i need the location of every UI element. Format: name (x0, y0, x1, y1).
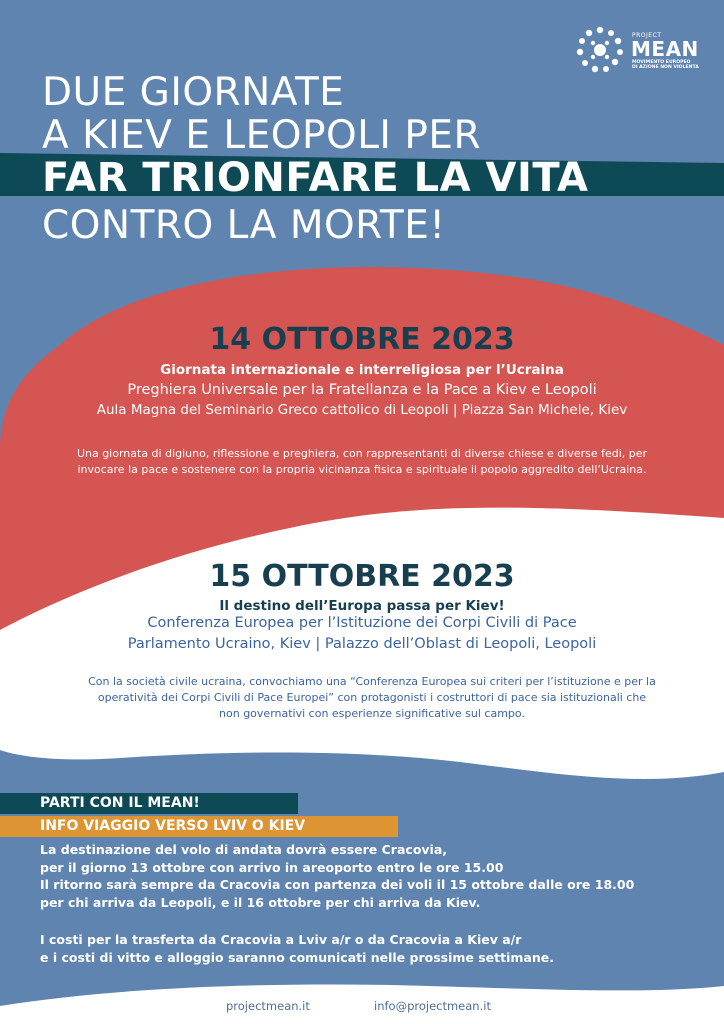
travel-costs-line1: I costi per la trasferta da Cracovia a Lviv a/r o da Cracovia a Kiev a/r (40, 932, 522, 947)
headline-line3: FAR TRIONFARE LA VITA (42, 155, 589, 201)
white-footer-wave (0, 985, 724, 1024)
event1-description-line2: invocare la pace e sostenere con la propria vicinanza fisica e spirituale il popolo aggredito dell’Ucraina. (77, 463, 647, 476)
event2-location: Parlamento Ucraino, Kiev | Palazzo dell’Oblast di Leopoli, Leopoli (127, 636, 597, 652)
event2-title: Il destino dell’Europa passa per Kiev! (219, 598, 505, 614)
info-viaggio-band: INFO VIAGGIO VERSO LVIV O KIEV (0, 816, 398, 837)
logo-circle-icon (574, 24, 626, 76)
event2-subtitle: Conferenza Europea per l’Istituzione dei Corpi Civili di Pace (147, 615, 577, 631)
logo-subtitle (632, 60, 704, 71)
event1-subtitle: Preghiera Universale per la Fratellanza e la Pace a Kiev e Leopoli (127, 382, 597, 398)
event1-description (0, 446, 724, 478)
headline-line4: CONTRO LA MORTE! (42, 203, 446, 248)
event1-description-line1: Una giornata di digiuno, riflessione e preghiera, con rappresentanti di diverse chiese e diverse fedi, per (76, 447, 648, 460)
event1-location: Aula Magna del Seminario Greco cattolico di Leopoli | Piazza San Michele, Kiev (96, 402, 628, 418)
parti-con-il-mean-band: PARTI CON IL MEAN! (0, 793, 298, 814)
logo-name: MEAN (631, 37, 699, 61)
event2-date: 15 OTTOBRE 2023 (209, 559, 515, 594)
project-mean-logo (574, 24, 704, 74)
event2-description-line1: Con la società civile ucraina, convochiamo una “Conferenza Europea sui criteri per l’istituzione e per la (88, 675, 656, 688)
event1-date: 14 OTTOBRE 2023 (209, 322, 515, 357)
travel-costs (40, 931, 554, 966)
event2-description (10, 674, 724, 722)
footer-email-link[interactable]: info@projectmean.it (374, 999, 491, 1013)
logo-subtitle-line1: MOVIMENTO EUROPEO (632, 60, 691, 65)
travel-costs-line2: e i costi di vitto e alloggio saranno comunicati nelle prossime settimane. (40, 949, 554, 965)
headline-line1: DUE GIORNATE (42, 70, 345, 115)
headline-line2: A KIEV E LEOPOLI PER (42, 113, 482, 158)
travel-line2: per il giorno 13 ottobre con arrivo in areoporto entro le ore 15.00 (40, 859, 504, 875)
travel-info (40, 841, 634, 911)
travel-line1: La destinazione del volo di andata dovrà essere Cracovia, (40, 842, 448, 857)
footer-website-link[interactable]: projectmean.it (226, 999, 310, 1013)
event2-description-line3: non governativi con esperienze significative sul campo. (219, 707, 525, 720)
travel-line4: per chi arriva da Leopoli, e il 16 ottobre per chi arriva da Kiev. (40, 894, 481, 910)
travel-line3: Il ritorno sarà sempre da Cracovia con partenza dei voli il 15 ottobre dalle ore 18.00 (40, 877, 635, 892)
event2-description-line2: operatività dei Corpi Civili di Pace Europei” con protagonisti i costruttori di pace sia istituzionali che (97, 691, 647, 704)
event1-title: Giornata internazionale e interreligiosa per l’Ucraina (160, 362, 564, 378)
logo-subtitle-line2: DI AZIONE NON VIOLENTA (632, 65, 699, 71)
logo-project-label: PROJECT (632, 32, 662, 39)
